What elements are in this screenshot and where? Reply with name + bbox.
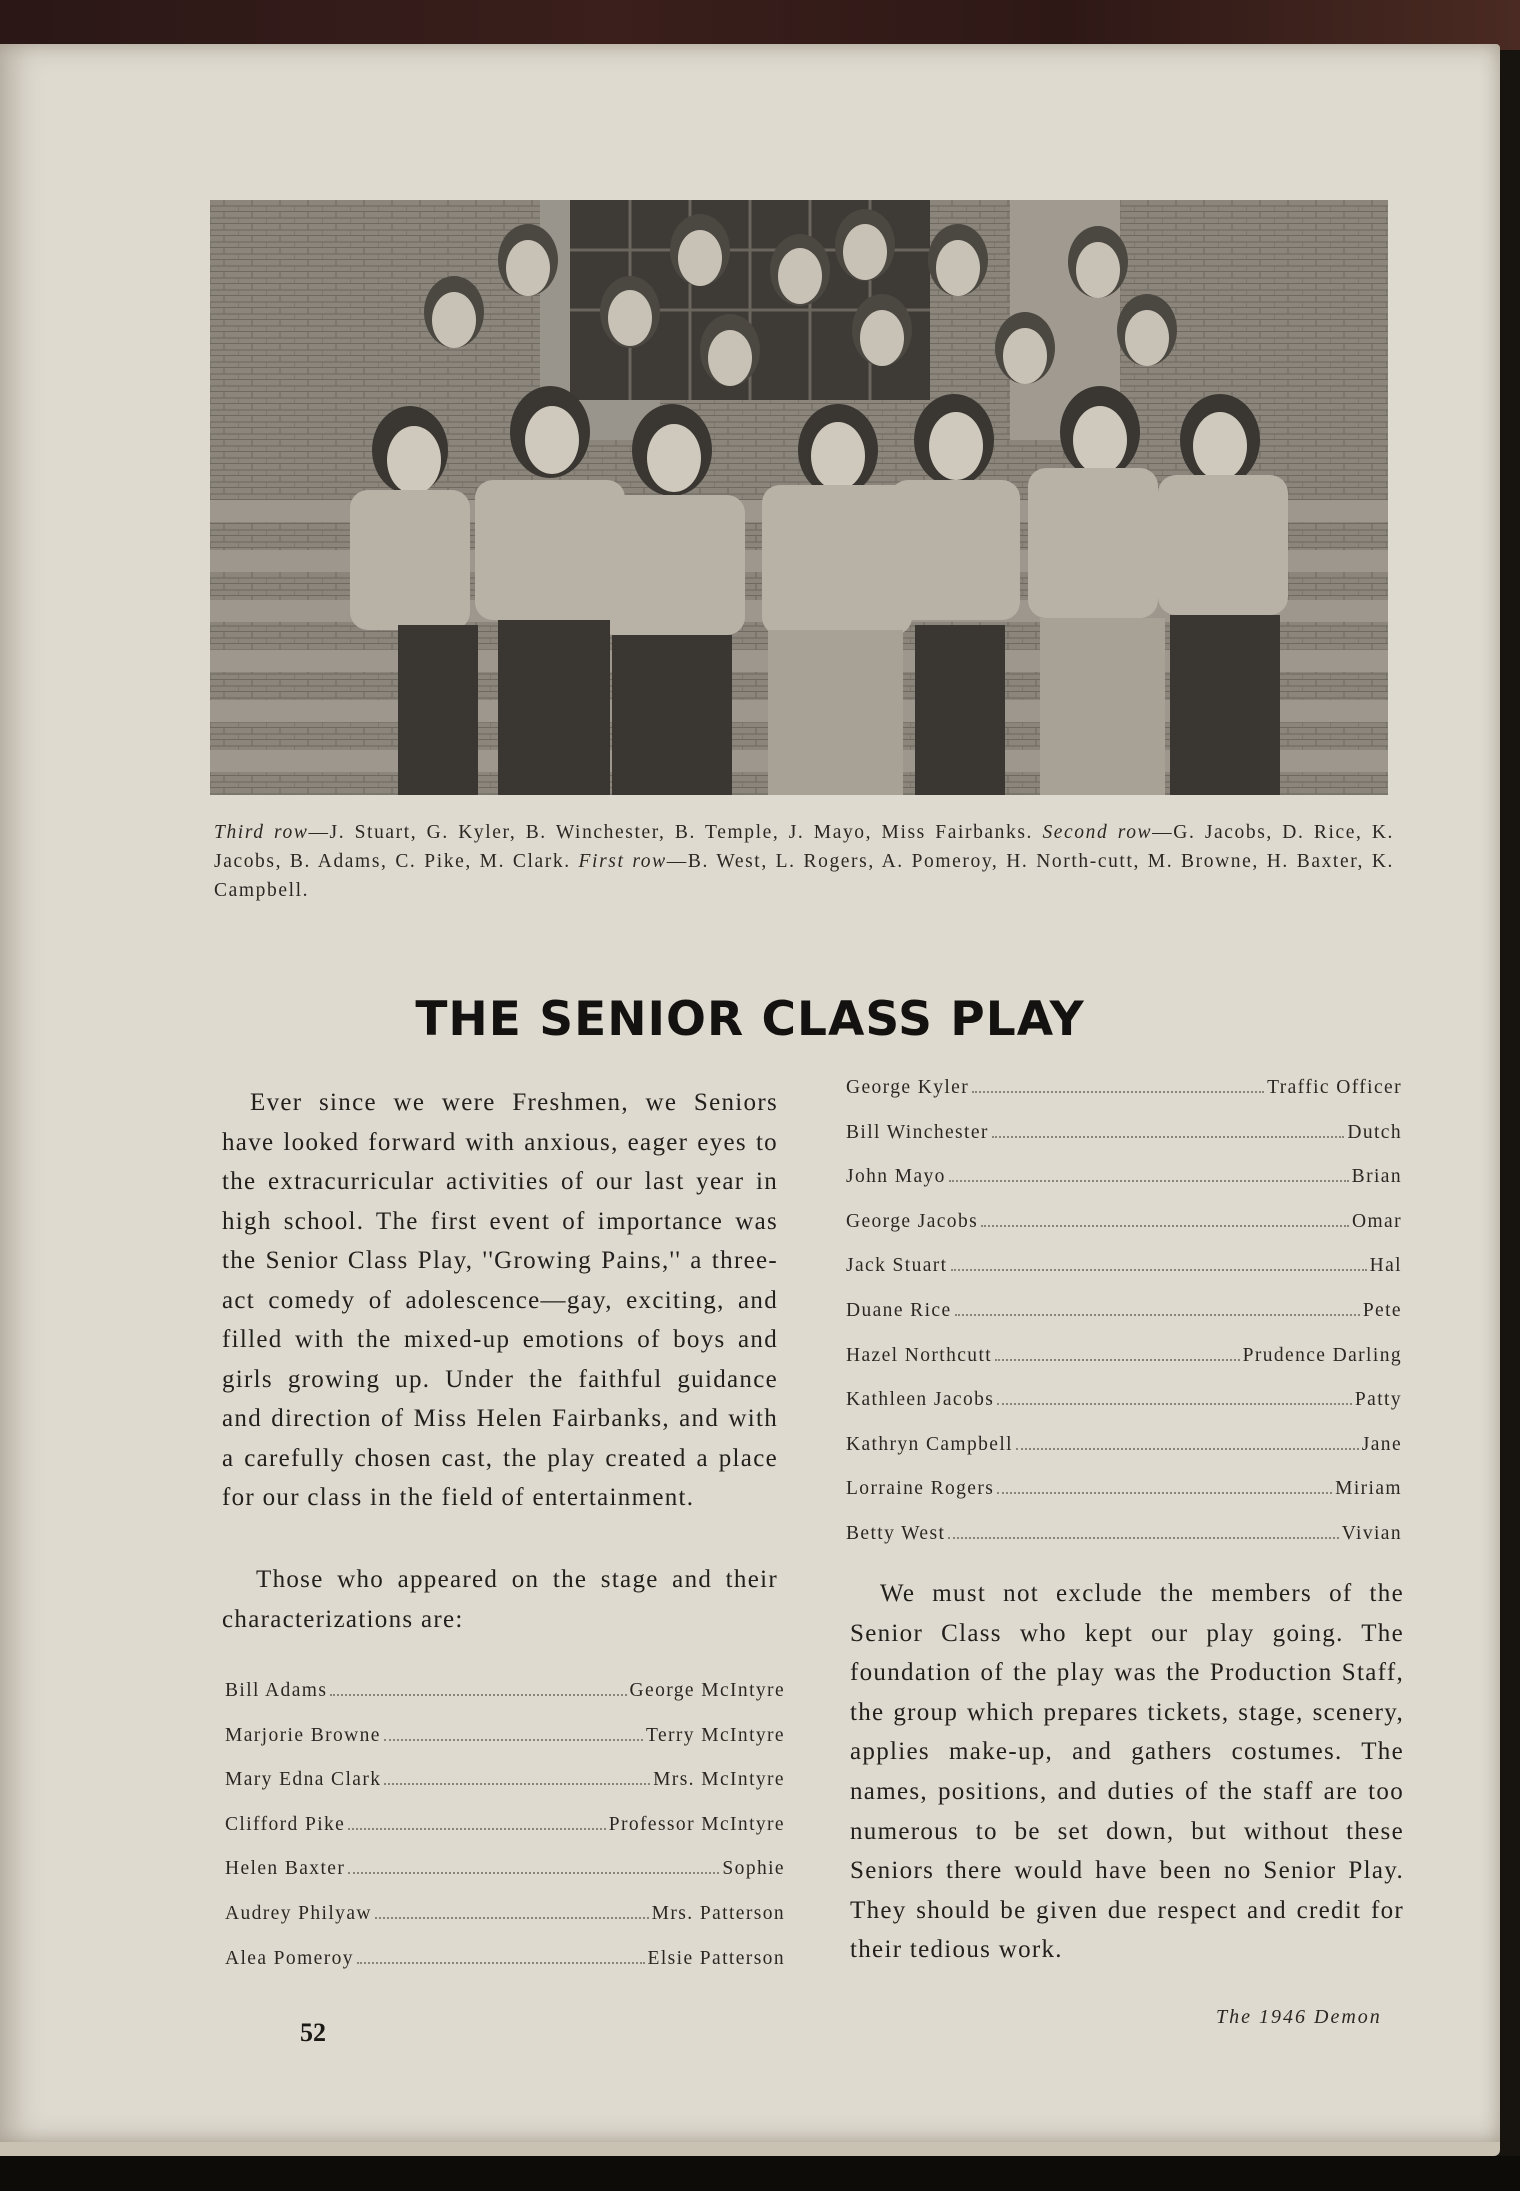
cast-row: [225, 1948, 785, 1993]
actor-name: Mary Edna Clark: [225, 1769, 382, 1791]
actor-name: Audrey Philyaw: [225, 1902, 372, 1924]
leader-dots: [1016, 1447, 1359, 1450]
book-top-edge: [0, 0, 1520, 50]
actor-name: Helen Baxter: [225, 1858, 346, 1880]
actor-name: Alea Pomeroy: [225, 1947, 354, 1969]
character-name: Elsie Patterson: [647, 1947, 785, 1969]
cast-list-left: [225, 1680, 785, 1992]
leader-dots: [384, 1738, 643, 1741]
leader-dots: [972, 1090, 1264, 1093]
caption-second-row-label: Second row: [1042, 822, 1153, 843]
cast-row: [846, 1122, 1402, 1167]
actor-name: George Jacobs: [846, 1210, 979, 1232]
cast-row: [846, 1300, 1402, 1345]
leader-dots: [981, 1224, 1349, 1227]
leader-dots: [348, 1827, 605, 1830]
actor-name: Bill Winchester: [846, 1121, 989, 1143]
leader-dots: [955, 1313, 1360, 1316]
cast-row: [846, 1478, 1402, 1523]
actor-name: Marjorie Browne: [225, 1724, 381, 1746]
character-name: Terry McIntyre: [646, 1724, 785, 1746]
actor-name: John Mayo: [846, 1166, 946, 1188]
character-name: Vivian: [1341, 1522, 1402, 1544]
actor-name: Bill Adams: [225, 1680, 328, 1701]
character-name: Mrs. McIntyre: [653, 1769, 785, 1791]
character-name: Sophie: [722, 1858, 785, 1880]
actor-name: Hazel Northcutt: [846, 1344, 993, 1366]
leader-dots: [348, 1871, 719, 1874]
character-name: Hal: [1369, 1255, 1402, 1277]
character-name: Professor McIntyre: [608, 1813, 785, 1835]
character-name: Pete: [1362, 1299, 1402, 1321]
photo-caption: [214, 818, 1394, 905]
actor-name: Clifford Pike: [225, 1813, 346, 1835]
character-name: Traffic Officer: [1267, 1077, 1402, 1098]
cast-row: [225, 1769, 785, 1814]
leader-dots: [997, 1402, 1352, 1405]
leader-dots: [992, 1135, 1345, 1138]
actor-name: Betty West: [846, 1522, 946, 1544]
class-group-photo: [210, 200, 1388, 795]
cast-row: [225, 1858, 785, 1903]
cast-row: [225, 1903, 785, 1948]
cast-list-right: [846, 1077, 1402, 1568]
character-name: George McIntyre: [629, 1680, 785, 1701]
page-number: 52: [300, 2018, 326, 2047]
production-staff-paragraph: We must not exclude the members of the Senior Class who kept our play going. The foundation of the play was the Production Staff, the group which prepares tickets, stage, scenery, applies make-up, and gathers costumes. The names, positions, and duties of the staff are too numerous to be set down, but without these Seniors there would have been no Senior Play. They should be given due respect and credit for their tedious work.: [850, 1580, 1404, 1964]
character-name: Omar: [1352, 1210, 1402, 1232]
actor-name: George Kyler: [846, 1077, 970, 1098]
leader-dots: [384, 1782, 650, 1785]
leader-dots: [951, 1268, 1367, 1271]
cast-row: [846, 1345, 1402, 1390]
cast-row: [846, 1434, 1402, 1479]
cast-row: [225, 1725, 785, 1770]
page-title: THE SENIOR CLASS PLAY: [415, 992, 1085, 1047]
caption-first-row-names: —B. West, L. Rogers, A. Pomeroy, H. North-cutt, M. Browne, H. Baxter, K. Campbell.: [214, 851, 1394, 901]
cast-row: [846, 1523, 1402, 1568]
publication-title: The 1946 Demon: [1216, 2006, 1382, 2028]
character-name: Patty: [1354, 1389, 1402, 1411]
caption-third-row-label: Third row: [214, 822, 309, 843]
leader-dots: [997, 1491, 1332, 1494]
character-name: Mrs. Patterson: [651, 1902, 785, 1924]
cast-row: [846, 1211, 1402, 1256]
cast-row: [225, 1814, 785, 1859]
leader-dots: [375, 1916, 649, 1919]
cast-intro-paragraph: Those who appeared on the stage and their characterizations are:: [222, 1566, 778, 1633]
character-name: Prudence Darling: [1242, 1344, 1402, 1366]
caption-first-row-label: First row: [578, 851, 667, 872]
book-bottom-edge: [0, 2156, 1520, 2191]
intro-paragraph: Ever since we were Freshmen, we Seniors have looked forward with anxious, eager eyes to the extracurricular activities of our last year in high school. The first event of importance was the Senior Class Play, ''Growing Pains,'' a three-act comedy of adolescence—gay, exciting, and filled with the mixed-up emotions of boys and girls growing up. Under the faithful guidance and direction of Miss Helen Fairbanks, and with a carefully chosen cast, the play created a place for our class in the field of entertainment.: [222, 1089, 778, 1511]
leader-dots: [357, 1961, 645, 1964]
actor-name: Jack Stuart: [846, 1255, 948, 1277]
character-name: Dutch: [1347, 1121, 1402, 1143]
actor-name: Kathryn Campbell: [846, 1433, 1013, 1455]
character-name: Miriam: [1335, 1478, 1402, 1500]
actor-name: Duane Rice: [846, 1299, 952, 1321]
caption-second-row-names: —G. Jacobs, D. Rice, K. Jacobs, B. Adams, C. Pike, M. Clark.: [214, 822, 1394, 872]
caption-third-row-names: —J. Stuart, G. Kyler, B. Winchester, B. Temple, J. Mayo, Miss Fairbanks.: [308, 822, 1043, 843]
cast-row: [846, 1255, 1402, 1300]
cast-row: [846, 1077, 1402, 1122]
leader-dots: [995, 1358, 1240, 1361]
leader-dots: [949, 1179, 1349, 1182]
character-name: Jane: [1361, 1433, 1402, 1455]
cast-row: [225, 1680, 785, 1725]
leader-dots: [330, 1693, 626, 1696]
cast-row: [846, 1166, 1402, 1211]
actor-name: Kathleen Jacobs: [846, 1389, 995, 1411]
actor-name: Lorraine Rogers: [846, 1478, 995, 1500]
leader-dots: [948, 1536, 1338, 1539]
character-name: Brian: [1351, 1166, 1402, 1188]
cast-row: [846, 1389, 1402, 1434]
